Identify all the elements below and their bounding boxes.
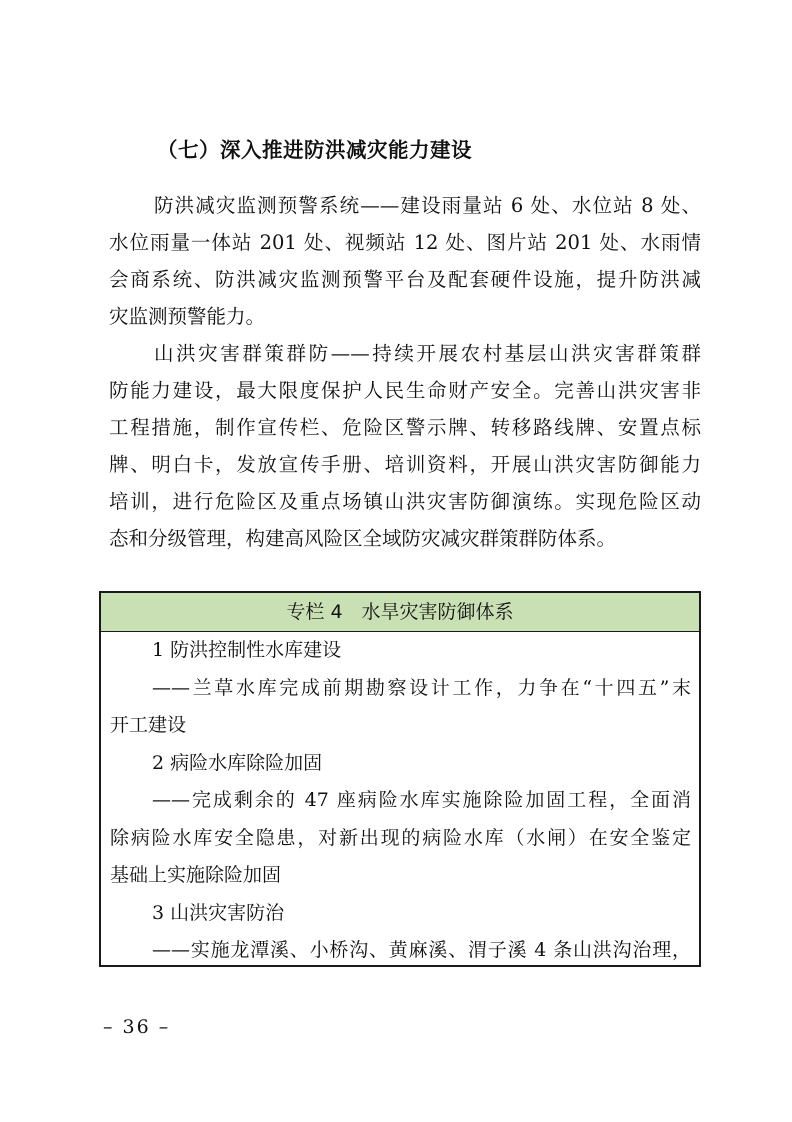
column-line: ——完成剩余的 47 座病险水库实施除险加固工程，全面消 xyxy=(152,789,691,811)
column-line: 开工建设 xyxy=(110,714,187,736)
column-line: 基础上实施除险加固 xyxy=(110,864,282,886)
page-number: – 36 – xyxy=(103,1016,171,1038)
paragraph-line: 态和分级管理，构建高风险区全域防灾减灾群策群防体系。 xyxy=(109,527,617,550)
paragraph-monitoring xyxy=(109,187,701,335)
column-title: 专栏 4 水旱灾害防御体系 xyxy=(101,593,699,632)
column-item-heading: 1 防洪控制性水库建设 xyxy=(152,639,342,661)
paragraph-line: 牌、明白卡，发放宣传手册、培训资料，开展山洪灾害防御能力 xyxy=(109,453,701,476)
paragraph-line: 工程措施，制作宣传栏、危险区警示牌、转移路线牌、安置点标 xyxy=(109,416,701,439)
paragraph-line: 防能力建设，最大限度保护人民生命财产安全。完善山洪灾害非 xyxy=(109,379,701,402)
column-line: 除病险水库安全隐患，对新出现的病险水库（水闸）在安全鉴定 xyxy=(110,826,691,849)
column-body xyxy=(101,632,691,967)
paragraph-line: 山洪灾害群策群防——持续开展农村基层山洪灾害群策群 xyxy=(154,342,701,365)
paragraph-line: 灾监测预警能力。 xyxy=(109,305,266,328)
feature-column-box xyxy=(99,591,701,967)
paragraph-line: 培训，进行危险区及重点场镇山洪灾害防御演练。实现危险区动 xyxy=(109,490,701,513)
section-heading: （七）深入推进防洪减灾能力建设 xyxy=(157,138,472,162)
paragraph-line: 水位雨量一体站 201 处、视频站 12 处、图片站 201 处、水雨情 xyxy=(109,231,701,254)
column-line: ——实施龙潭溪、小桥沟、黄麻溪、渭子溪 4 条山洪沟治理， xyxy=(152,939,691,961)
paragraph-mass-prevention xyxy=(109,335,701,557)
paragraph-line: 防洪减灾监测预警系统——建设雨量站 6 处、水位站 8 处、 xyxy=(154,194,701,217)
column-line: ——兰草水库完成前期勘察设计工作，力争在“十四五”末 xyxy=(152,676,691,699)
column-item-heading: 3 山洪灾害防治 xyxy=(152,901,285,924)
column-item-heading: 2 病险水库除险加固 xyxy=(152,751,323,774)
paragraph-line: 会商系统、防洪减灾监测预警平台及配套硬件设施，提升防洪减 xyxy=(109,268,701,291)
